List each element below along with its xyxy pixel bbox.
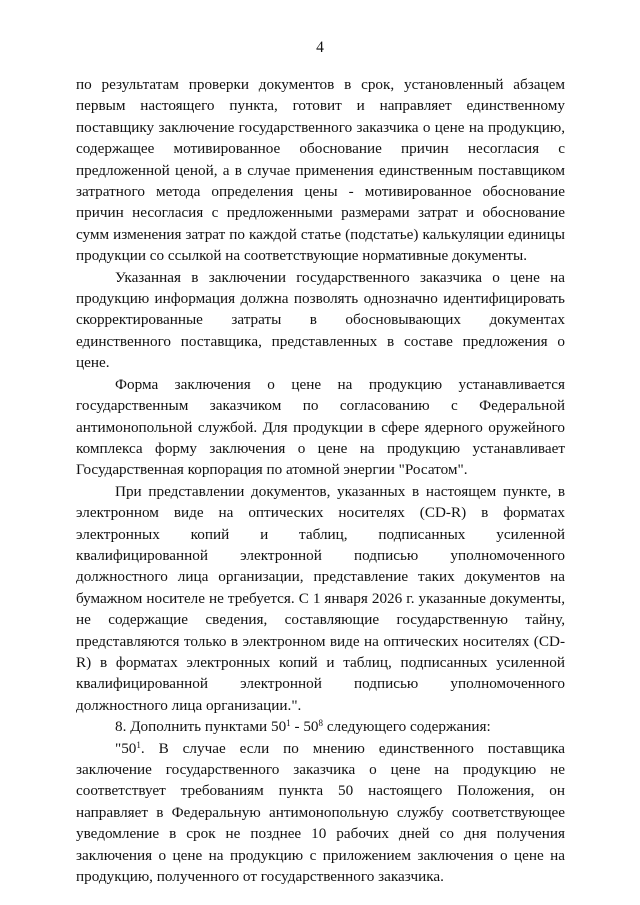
document-body <box>76 74 565 887</box>
paragraph-electronic-documents: При представлении документов, указанных в настоящем пункте, в электронном виде на оптических носителях (CD-R) в форматах электронных копий и таблиц, подписанных усиленной квалифицированной электронной подписью уполномоченного должностного лица организации, представление таких документов на бумажном носителе не требуется. С 1 января 2026 г. указанные документы, не содержащие сведения, составляющие государственную тайну, представляются только в электронном виде на оптических носителях (CD-R) в форматах электронных копий и таблиц, подписанных усиленной квалифицированной электронной подписью уполномоченного должностного лица организации.". <box>76 482 565 714</box>
point-number: "50 <box>115 739 137 757</box>
paragraph-amendment-8 <box>76 716 565 737</box>
paragraph-conclusion-info: Указанная в заключении государственного заказчика о цене на продукцию информация должна позволять однозначно идентифицировать скорректированные затраты в обосновывающих документах единственного поставщика, представленных в составе предложения о цене. <box>76 268 565 372</box>
superscript: 1 <box>136 739 141 750</box>
page-number: 4 <box>316 39 324 56</box>
amendment-text-middle: - 50 <box>290 718 319 736</box>
paragraph-conclusion-form: Форма заключения о цене на продукцию устанавливается государственным заказчиком по согласованию с Федеральной антимонопольной службой. Для продукции в сфере ядерного оружейного комплекса форму заключения о цене на продукцию устанавливает Государственная корпорация по атомной энергии "Росатом". <box>76 375 565 479</box>
amendment-text-start: 8. Дополнить пунктами 50 <box>115 718 287 736</box>
paragraph-point-50-1 <box>76 738 565 888</box>
point-text: . В случае если по мнению единственного поставщика заключение государственного заказчика о цене на продукцию не соответствует требованиям пункта 50 настоящего Положения, он направляет в Федеральную антимонопольную службу соответствующее уведомление в срок не позднее 10 рабочих дней со дня получения заключения о цене на продукцию с приложением заключения о цене на продукцию, полученного от государственного заказчика. <box>76 739 565 886</box>
amendment-text-end: следующего содержания: <box>323 718 491 736</box>
superscript: 8 <box>318 718 324 729</box>
paragraph-continuation: по результатам проверки документов в срок, установленный абзацем первым настоящего пункта, готовит и направляет единственному поставщику заключение государственного заказчика о цене на продукцию, содержащее мотивированное обоснование причин несогласия с предложенной ценой, а в случае применения единственным поставщиком затратного метода определения цены - мотивированное обоснование причин несогласия с предложенными размерами затрат и обоснование сумм изменения затрат по каждой статье (подстатье) калькуляции единицы продукции со ссылкой на соответствующие нормативные документы. <box>76 76 565 265</box>
superscript: 1 <box>286 718 291 729</box>
